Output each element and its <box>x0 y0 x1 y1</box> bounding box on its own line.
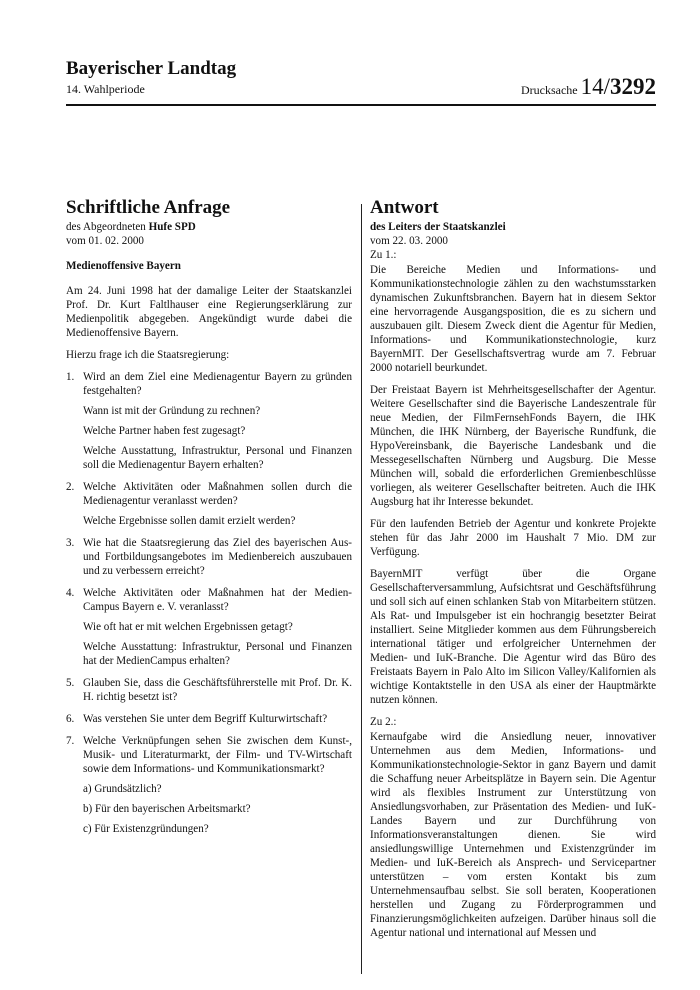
parliament-name: Bayerischer Landtag <box>66 58 237 79</box>
anfrage-subject: Medienoffensive Bayern <box>66 260 181 272</box>
anfrage-author: Hufe SPD <box>148 221 196 233</box>
question-text: Welche Verknüpfungen sehen Sie zwischen dem Kunst-, Musik- und Literaturmarkt, der Film- und TV-Wirtschaft sowie dem Informations- und Kommunikationsmarkt? <box>83 735 352 775</box>
answer-1-paragraph: Die Bereiche Medien und Informations- und Kommunikationstechnologie zählen zu den wachstumsstarken dynamischen Zukunftsbranchen. Bayern hat in diesem Sektor eine hervorragende Ausgangsposition, die es zu sichern und auszubauen gilt. Diesem Zweck dient die Agentur für Medien, Informations- und Kommunikationstechnologie, kurz BayernMIT. Der Gesellschaftsvertrag wurde am 7. Februar 2000 notariell beurkundet. <box>370 264 656 374</box>
answer-1-label: Zu 1.: <box>370 249 397 261</box>
answer-2-label: Zu 2.: <box>370 716 397 728</box>
question-number: 2. <box>66 481 75 493</box>
question-list <box>66 370 352 836</box>
anfrage-column <box>66 197 352 844</box>
question-text: Welche Ausstattung: Infrastruktur, Personal und Finanzen hat der MedienCampus erhalten? <box>83 641 352 667</box>
question-text: b) Für den bayerischen Arbeitsmarkt? <box>83 803 251 815</box>
anfrage-lead: Hierzu frage ich die Staatsregierung: <box>66 349 230 361</box>
question-item <box>66 480 352 528</box>
question-text: c) Für Existenzgründungen? <box>83 823 209 835</box>
question-number: 3. <box>66 537 75 549</box>
question-text: Glauben Sie, dass die Geschäftsführerstelle mit Prof. Dr. K. H. richtig besetzt ist? <box>83 677 352 703</box>
doc-number-prefix: 14/ <box>580 74 610 99</box>
anfrage-title: Schriftliche Anfrage <box>66 197 231 218</box>
legislative-period: 14. Wahlperiode <box>66 82 145 96</box>
antwort-date: vom 22. 03. 2000 <box>370 235 448 247</box>
question-text: Was verstehen Sie unter dem Begriff Kulturwirtschaft? <box>83 713 328 725</box>
question-text: Welche Ergebnisse sollen damit erzielt werden? <box>83 515 296 527</box>
question-text: Welche Aktivitäten oder Maßnahmen sollen durch die Medienagentur veranlasst werden? <box>83 481 352 507</box>
answer-1-paragraph: BayernMIT verfügt über die Organe Gesellschafterversammlung, Aufsichtsrat und Geschäftsführung und soll sich auf einen schlanken Stab von Mitarbeitern stützen. Als Rat- und Impulsgeber ist ein hochrangig besetzter Beirat installiert. Seine Mitglieder kommen aus dem Führungsbereich international tätiger und erfolgreicher Unternehmen der Medien- und IuK-Branche. Die Agentur wird das Büro des Freistaats Bayern in Palo Alto im Silicon Valley/Kalifornien als wichtige Kontaktstelle in den USA als einer der Hauptmärkte nutzen können. <box>370 568 656 706</box>
anfrage-intro: Am 24. Juni 1998 hat der damalige Leiter der Staatskanzlei Prof. Dr. Kurt Faltlhauser eine Regierungserklärung zur Medienpolitik abgegeben. Angekündigt wurde dabei die Medienoffensive Bayern. <box>66 285 352 339</box>
antwort-by: des Leiters der Staatskanzlei <box>370 221 506 233</box>
antwort-column <box>370 197 656 948</box>
column-divider <box>361 204 362 974</box>
question-item <box>66 370 352 472</box>
question-item <box>66 676 352 704</box>
question-item <box>66 712 352 726</box>
answer-1-paragraph: Der Freistaat Bayern ist Mehrheitsgesellschafter der Agentur. Weitere Gesellschafter sind die Bayerische Landeszentrale für neue Medien, der FilmFernsehFonds Bayern, die IHK München, die IHK Nürnberg, der Bayerische Rundfunk, die HypoVereinsbank, die Bayerische Landesbank und die Messegesellschaften Nürnberg und Augsburg. Die Messe München will, sobald die erforderlichen Gremienbeschlüsse vorliegen, als weiterer Gesellschafter beitreten. Auch die IHK Augsburg hat ihr Interesse bekundet. <box>370 384 656 508</box>
question-item <box>66 586 352 668</box>
drucksache-number <box>521 74 656 100</box>
question-text: Welche Partner haben fest zugesagt? <box>83 425 246 437</box>
question-text: Wie oft hat er mit welchen Ergebnissen getagt? <box>83 621 293 633</box>
question-item <box>66 734 352 836</box>
anfrage-by-prefix: des Abgeordneten <box>66 221 149 233</box>
anfrage-date: vom 01. 02. 2000 <box>66 235 144 247</box>
question-number: 5. <box>66 677 75 689</box>
question-number: 6. <box>66 713 75 725</box>
question-text: a) Grundsätzlich? <box>83 783 162 795</box>
antwort-title: Antwort <box>370 197 439 218</box>
doc-number: 3292 <box>610 74 656 99</box>
drucksache-label: Drucksache <box>520 83 578 97</box>
anfrage-author-line <box>66 220 352 234</box>
answer-2-paragraph: Kernaufgabe wird die Ansiedlung neuer, innovativer Unternehmen aus dem Medien, Informations- und Kommunikationstechnologie-Sektor in ganz Bayern und damit die Schaffung neuer Arbeitsplätze in Bayern sein. Die Agentur wird als flexibles Instrument zur Unterstützung von Ansiedlungsvorhaben, zur Präsentation des Medien- und IuK-Landes Bayern und zur Durchführung von Informationsveranstaltungen dienen. Sie wird ansiedlungswillige Unternehmen und Existenzgründer im Medien- und IuK-Bereich als Ansprech- und Servicepartner unterstützen – vom ersten Kontakt bis zum Unternehmensaufbau selbst. Sie soll beraten, Kooperationen herstellen und Zugang zu Förderprogrammen und Finanzierungsmöglichkeiten aufzeigen. Darüber hinaus soll die Agentur national und international auf Messen und <box>370 731 656 939</box>
question-text: Wann ist mit der Gründung zu rechnen? <box>83 405 261 417</box>
question-item <box>66 536 352 578</box>
answer-1-paragraph: Für den laufenden Betrieb der Agentur und konkrete Projekte stehen für das Jahr 2000 im Haushalt 7 Mio. DM zur Verfügung. <box>370 518 656 558</box>
question-text: Wie hat die Staatsregierung das Ziel des bayerischen Aus- und Fortbildungsangebotes im Medienbereich auszubauen und zu verbessern erreicht? <box>83 537 352 577</box>
question-text: Welche Aktivitäten oder Maßnahmen hat der Medien-Campus Bayern e. V. veranlasst? <box>83 587 352 613</box>
question-number: 4. <box>66 587 75 599</box>
question-text: Welche Ausstattung, Infrastruktur, Personal und Finanzen soll die Medienagentur Bayern erhalten? <box>83 445 352 471</box>
question-number: 1. <box>66 371 75 383</box>
question-number: 7. <box>66 735 75 747</box>
question-text: Wird an dem Ziel eine Medienagentur Bayern zu gründen festgehalten? <box>83 371 352 397</box>
document-header <box>66 58 656 97</box>
header-rule <box>66 104 656 106</box>
